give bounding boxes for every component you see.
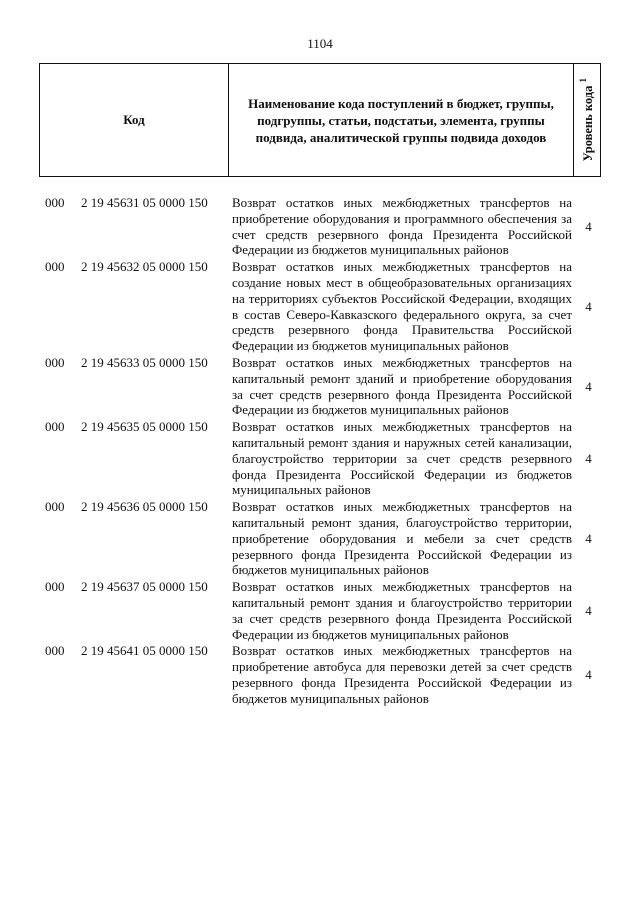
row-name: Возврат остатков иных межбюджетных трансфертов на капитальный ремонт здания и наружных сетей канализации, благоустройство территории за счет средств резервного фонда Президента Российской Федерации из бюджетов муниципальных районов	[232, 419, 572, 498]
table-row	[45, 195, 605, 258]
row-name: Возврат остатков иных межбюджетных трансфертов на капитальный ремонт зданий и приобретение оборудования за счет средств резервного фонда Президента Российской Федерации из бюджетов муниципальных районов	[232, 354, 572, 418]
row-name: Возврат остатков иных межбюджетных трансфертов на капитальный ремонт здания, благоустройство территории, приобретение оборудования и мебели за счет средств резервного фонда Президента Российской Федерации из бюджетов муниципальных районов	[232, 499, 572, 578]
row-name: Возврат остатков иных межбюджетных трансфертов на приобретение оборудования и программного обеспечения за счет средств резервного фонда Президента Российской Федерации из бюджетов муниципальных районов	[232, 195, 572, 258]
row-name: Возврат остатков иных межбюджетных трансфертов на создание новых мест в общеобразовательных организациях на территориях субъектов Российской Федерации, входящих в состав Северо-Кавказского федерального округа, за счет средств резервного фонда Правительства Российской Федерации из бюджетов муниципальных районов	[232, 259, 572, 354]
row-prefix: 000	[45, 643, 65, 659]
header-name: Наименование кода поступлений в бюджет, группы, подгруппы, статьи, подстатьи, элемента, группы подвида, аналитической группы подвида доходов	[229, 64, 574, 176]
row-code: 2 19 45633 05 0000 150	[81, 354, 208, 370]
row-prefix: 000	[45, 259, 65, 275]
row-prefix: 000	[45, 354, 65, 370]
row-level: 4	[585, 602, 592, 618]
row-level: 4	[585, 378, 592, 394]
row-prefix: 000	[45, 419, 65, 435]
row-code: 2 19 45641 05 0000 150	[81, 643, 208, 659]
row-prefix: 000	[45, 499, 65, 515]
header-code: Код	[40, 64, 229, 176]
row-code: 2 19 45631 05 0000 150	[81, 195, 208, 210]
row-level: 4	[585, 450, 592, 466]
row-code: 2 19 45632 05 0000 150	[81, 259, 208, 275]
row-level: 4	[585, 218, 592, 234]
page-number: 1104	[307, 36, 333, 51]
header-level-note: 1	[577, 78, 588, 83]
row-code: 2 19 45635 05 0000 150	[81, 419, 208, 435]
row-level: 4	[585, 667, 592, 682]
row-level: 4	[585, 298, 592, 314]
table-body	[45, 195, 605, 708]
header-level-cell	[574, 64, 600, 176]
row-level: 4	[585, 530, 592, 546]
row-prefix: 000	[45, 579, 65, 595]
table-row	[45, 643, 605, 706]
table-header	[39, 63, 601, 177]
table-row	[45, 259, 605, 354]
table-row	[45, 419, 605, 498]
table-row	[45, 499, 605, 578]
row-name: Возврат остатков иных межбюджетных трансфертов на капитальный ремонт здания и благоустройство территории за счет средств резервного фонда Президента Российской Федерации из бюджетов муниципальных районов	[232, 579, 572, 642]
row-prefix: 000	[45, 195, 65, 210]
table-row	[45, 579, 605, 642]
row-name: Возврат остатков иных межбюджетных трансфертов на приобретение автобуса для перевозки детей за счет средств резервного фонда Президента Российской Федерации из бюджетов муниципальных районов	[232, 643, 572, 706]
header-level	[578, 78, 596, 161]
header-level-label: Уровень кода	[581, 85, 596, 162]
table-row	[45, 355, 605, 418]
row-code: 2 19 45636 05 0000 150	[81, 499, 208, 515]
row-code: 2 19 45637 05 0000 150	[81, 579, 208, 595]
